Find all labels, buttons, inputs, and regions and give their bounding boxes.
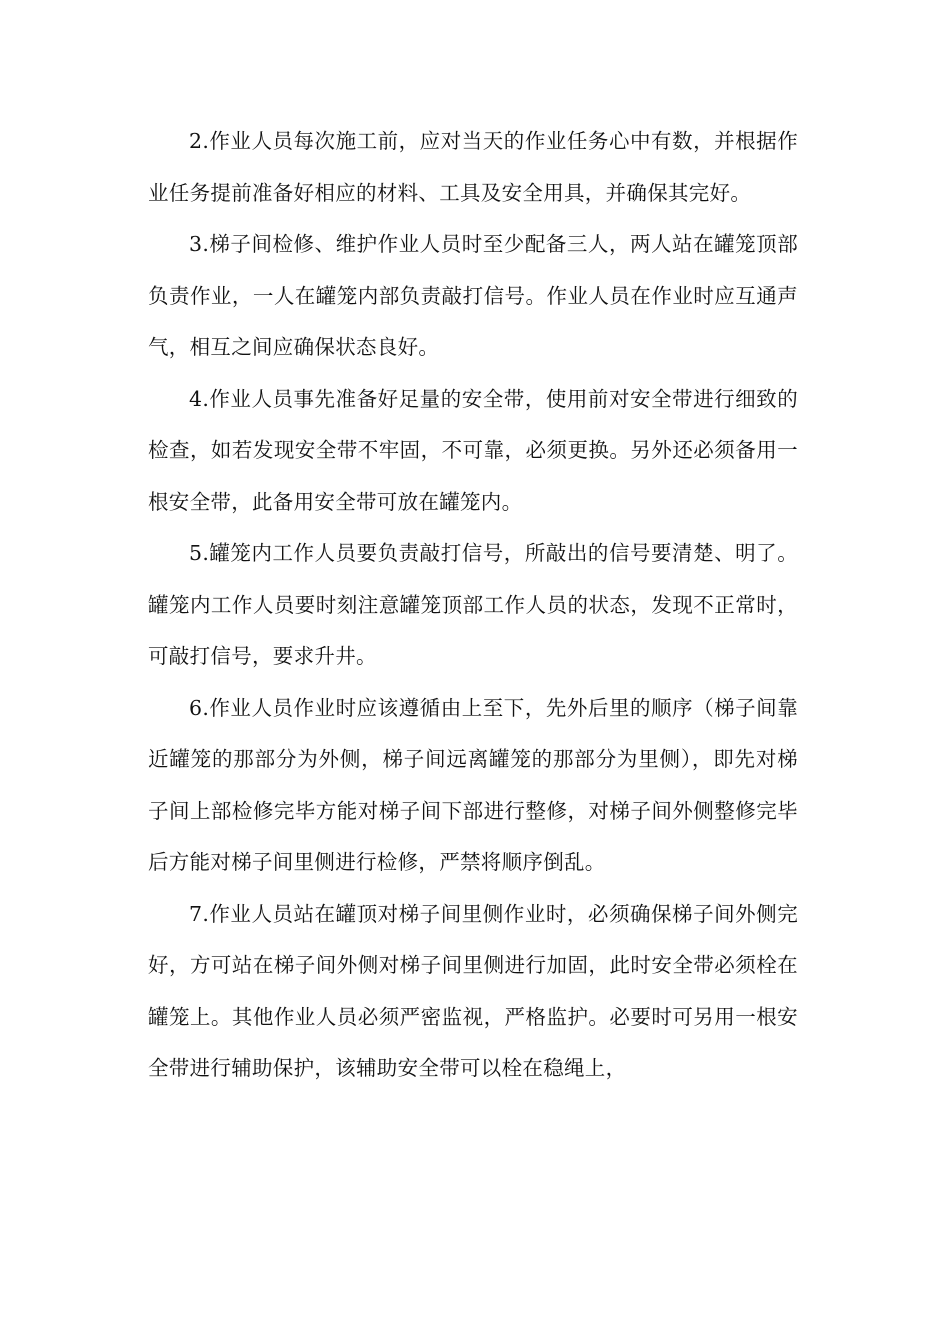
paragraph-item-6: 6.作业人员作业时应该遵循由上至下，先外后里的顺序（梯子间靠近罐笼的那部分为外侧，梯子间远离罐笼的那部分为里侧），即先对梯子间上部检修完毕方能对梯子间下部进行整修，对梯子间外侧整修完毕后方能对梯子间里侧进行检修，严禁将顺序倒乱。 (148, 695, 798, 874)
paragraph-item-2: 2.作业人员每次施工前，应对当天的作业任务心中有数，并根据作业任务提前准备好相应的材料、工具及安全用具，并确保其完好。 (148, 129, 798, 205)
paragraph-item-5: 5.罐笼内工作人员要负责敲打信号，所敲出的信号要清楚、明了。罐笼内工作人员要时刻注意罐笼顶部工作人员的状态，发现不正常时，可敲打信号，要求升井。 (148, 541, 798, 668)
paragraph-item-3: 3.梯子间检修、维护作业人员时至少配备三人，两人站在罐笼顶部负责作业，一人在罐笼内部负责敲打信号。作业人员在作业时应互通声气，相互之间应确保状态良好。 (148, 232, 798, 359)
paragraph-item-4: 4.作业人员事先准备好足量的安全带，使用前对安全带进行细致的检查，如若发现安全带不牢固，不可靠，必须更换。另外还必须备用一根安全带，此备用安全带可放在罐笼内。 (148, 386, 798, 514)
paragraph-item-7: 7.作业人员站在罐顶对梯子间里侧作业时，必须确保梯子间外侧完好，方可站在梯子间外侧对梯子间里侧进行加固，此时安全带必须栓在罐笼上。其他作业人员必须严密监视，严格监护。必要时可另用一根安全带进行辅助保护，该辅助安全带可以栓在稳绳上， (148, 901, 798, 1080)
document-body (148, 116, 798, 1095)
